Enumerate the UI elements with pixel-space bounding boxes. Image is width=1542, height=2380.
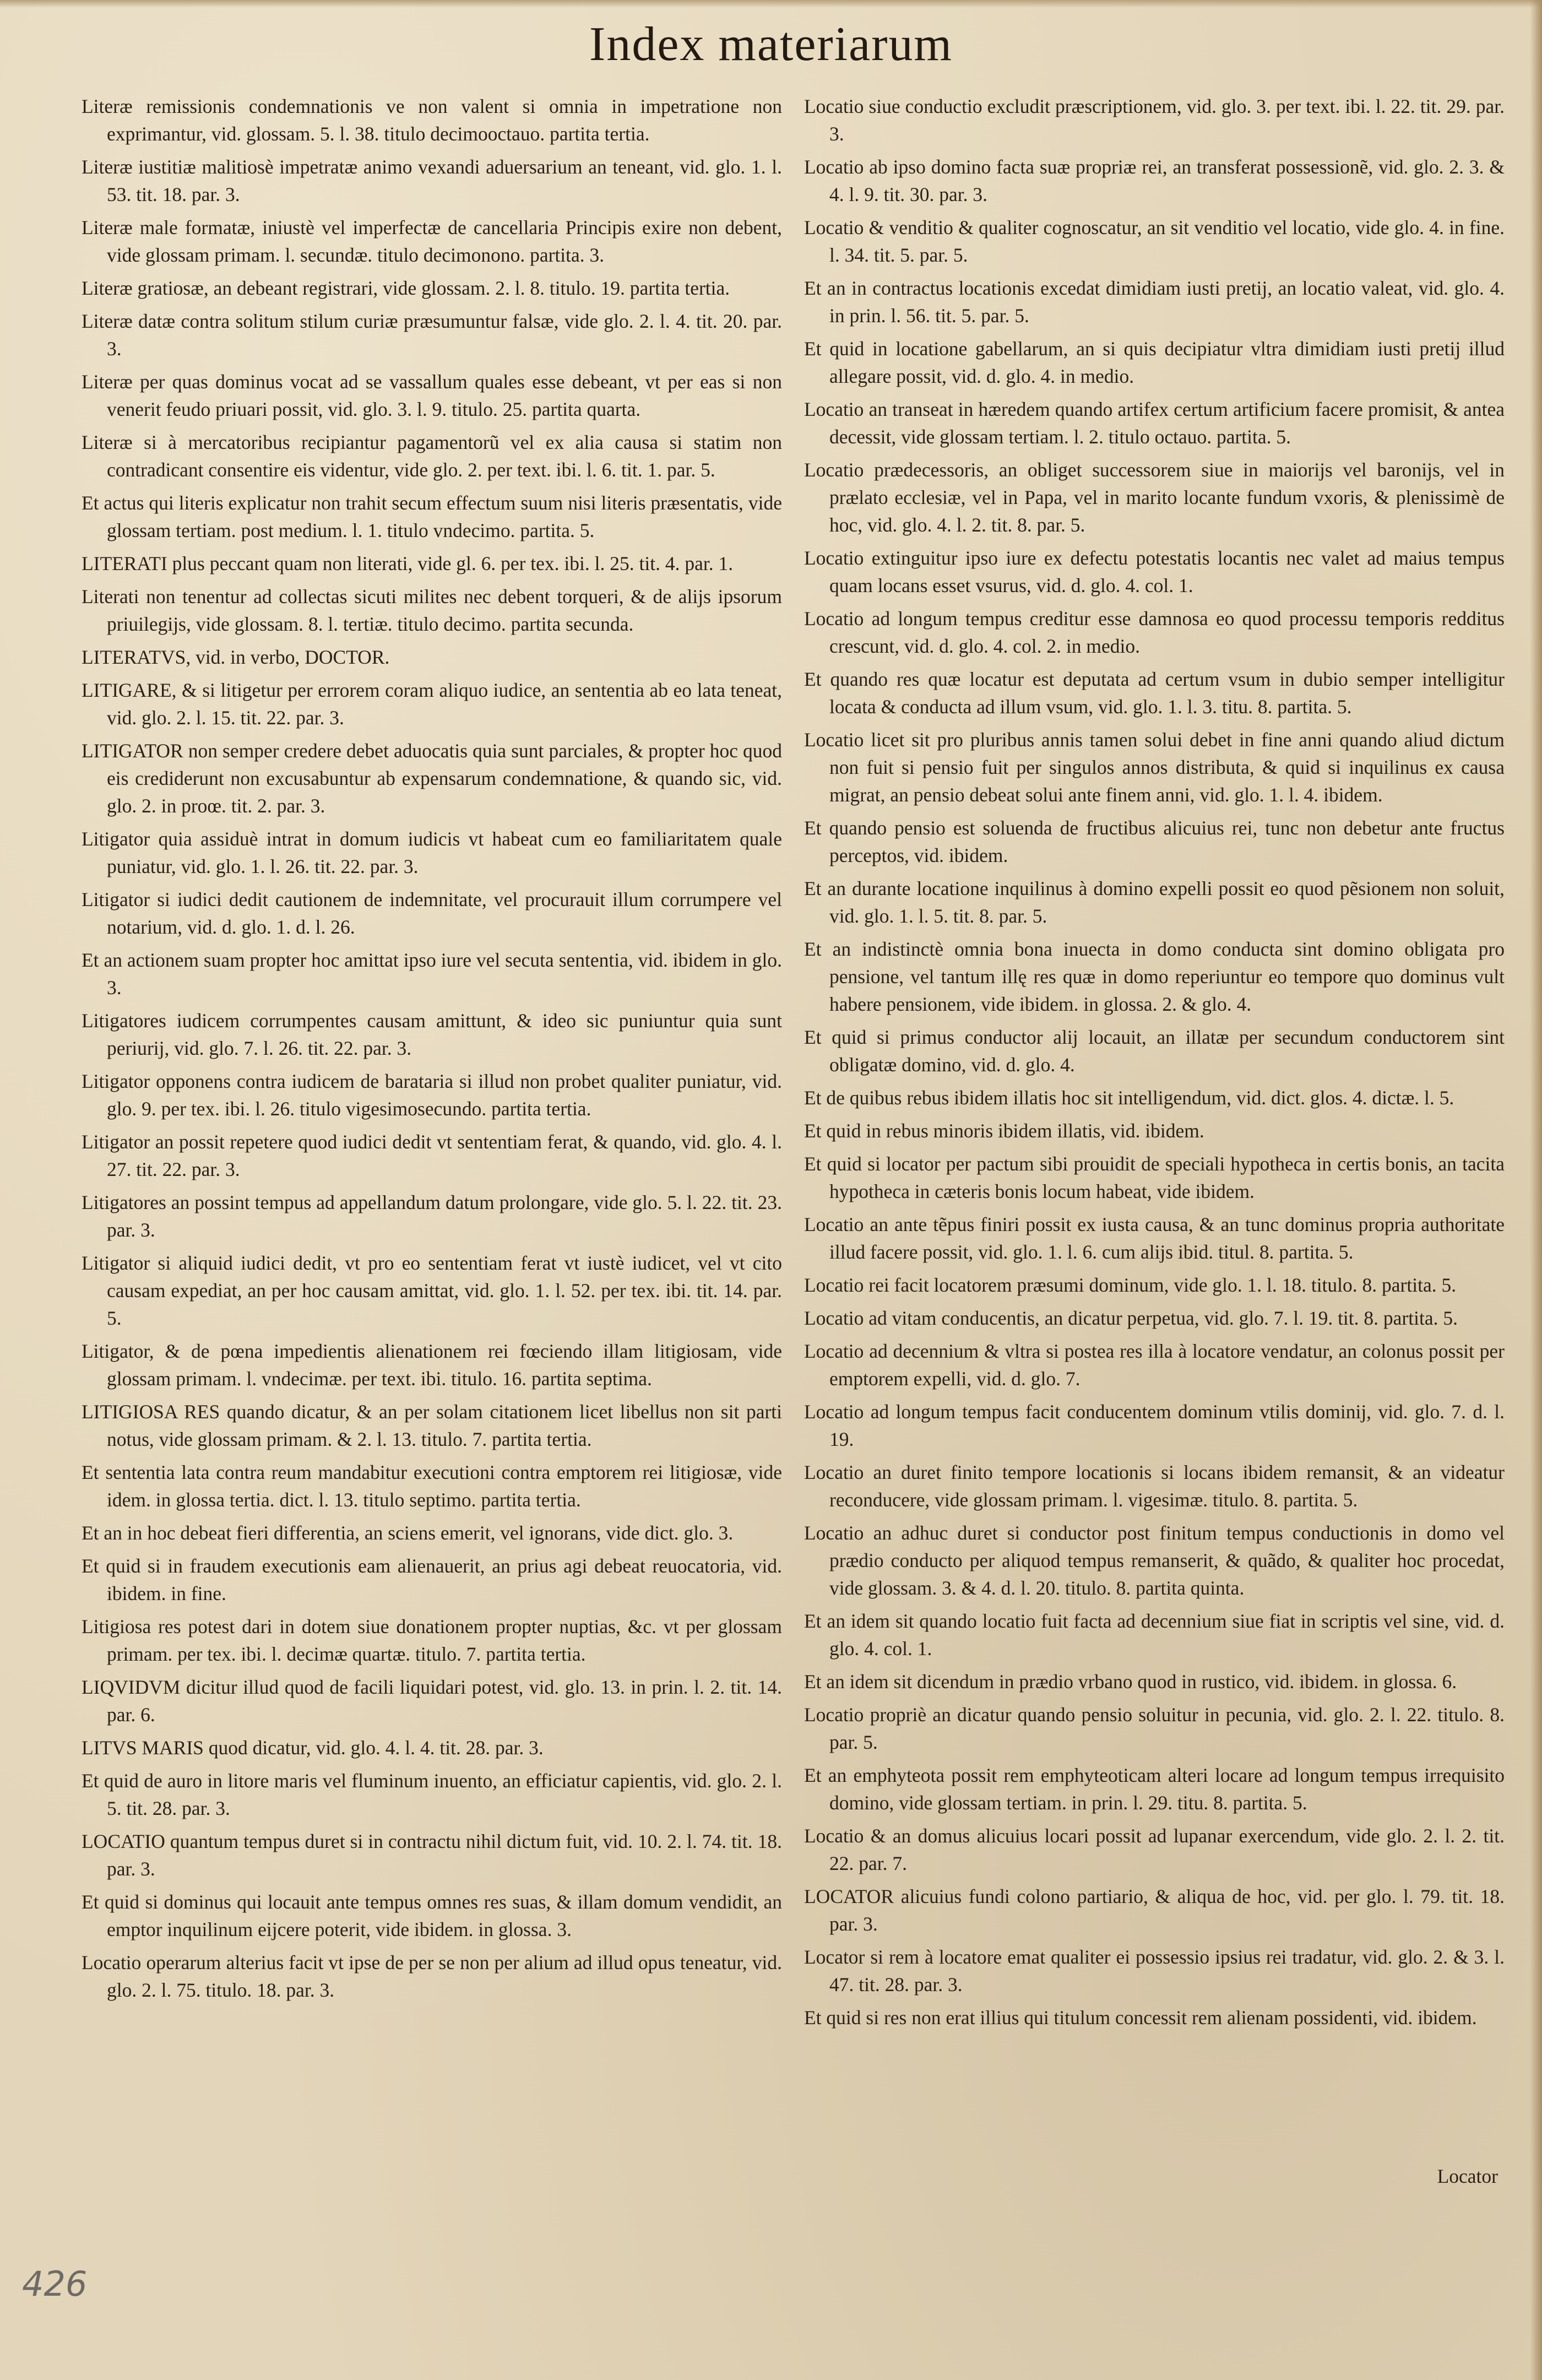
index-entry: Et an durante locatione inquilinus à domino expelli possit eo quod pẽsionem non soluit, vid. glo. 1. l. 5. tit. 8. par. 5. bbox=[804, 877, 1505, 927]
index-entry: LITIGATOR non semper credere debet aduocatis quia sunt parciales, & propter hoc quod eis crediderunt non excusabuntur ab expensarum condemnatione, & quando sic, vid. glo. 2. in proœ. tit. 2. par. 3. bbox=[82, 740, 782, 817]
index-entry: Et quid si in fraudem executionis eam alienauerit, an prius agi debeat reuocatoria, vid. ibidem. in fine. bbox=[82, 1555, 782, 1604]
index-entry: Literæ si à mercatoribus recipiantur pagamentorũ vel ex alia causa si statim non contradicant consentire eis videntur, vide glo. 2. per text. ibi. l. 6. tit. 1. par. 5. bbox=[82, 431, 782, 481]
index-column-right bbox=[804, 93, 1505, 2208]
catchword: Locator bbox=[1437, 2165, 1498, 2187]
index-entry: Locatio operarum alterius facit vt ipse de per se non per alium ad illud opus teneatur, vid. glo. 2. l. 75. titulo. 18. par. 3. bbox=[82, 1951, 782, 2001]
index-entry: Literæ gratiosæ, an debeant registrari, vide glossam. 2. l. 8. titulo. 19. partita tertia. bbox=[82, 277, 730, 299]
index-entry: Litigator an possit repetere quod iudici dedit vt sententiam ferat, & quando, vid. glo. 4. l. 27. tit. 22. par. 3. bbox=[82, 1131, 782, 1180]
page-title: Index materiarum bbox=[589, 18, 953, 71]
index-entry: Locatio an transeat in hæredem quando artifex certum artificium facere promisit, & antea decessit, vide glossam tertiam. l. 2. titulo octauo. partita. 5. bbox=[804, 398, 1505, 448]
page-edge-top bbox=[0, 0, 1542, 8]
index-entry: Et de quibus rebus ibidem illatis hoc sit intelligendum, vid. dict. glos. 4. dictæ. l. 5. bbox=[804, 1087, 1454, 1109]
index-entry: Et quid si primus conductor alij locauit, an illatæ per secundum conductorem sint obligatæ domino, vid. d. glo. 4. bbox=[804, 1026, 1505, 1076]
index-entry: Literæ iustitiæ malitiosè impetratæ animo vexandi aduersarium an teneant, vid. glo. 1. l. 53. tit. 18. par. 3. bbox=[82, 156, 782, 205]
index-entry: Et actus qui literis explicatur non trahit secum effectum suum nisi literis præsentatis, vide glossam tertiam. post medium. l. 1. titulo vndecimo. partita. 5. bbox=[82, 492, 782, 541]
index-entry: LITVS MARIS quod dicatur, vid. glo. 4. l. 4. tit. 28. par. 3. bbox=[82, 1737, 544, 1759]
index-entry: Locatio rei facit locatorem præsumi dominum, vide glo. 1. l. 18. titulo. 8. partita. 5. bbox=[804, 1274, 1457, 1296]
index-entry: Litigatores an possint tempus ad appellandum datum prolongare, vide glo. 5. l. 22. tit. 23. par. 3. bbox=[82, 1191, 782, 1241]
index-entry: Locatio prædecessoris, an obliget successorem siue in maiorijs vel baronijs, vel in prælato ecclesiæ, vel in Papa, vel in marito locante fundum vxoris, & plenissimè de hoc, vid. glo. 4. l. 2. tit. 8. par. 5. bbox=[804, 459, 1505, 536]
index-entry: Locatio an adhuc duret si conductor post finitum tempus conductionis in domo vel prædio conducto per aliquod tempus remanserit, & quãdo, & qualiter hoc procedat, vide glossam. 3. & 4. d. l. 20. titulo. 8. partita quinta. bbox=[804, 1522, 1505, 1599]
index-entry: Litigator si aliquid iudici dedit, vt pro eo sententiam ferat vt iustè iudicet, vel vt cito causam expediat, an per hoc causam amittat, vid. glo. 1. l. 52. per tex. ibi. tit. 14. par. 5. bbox=[82, 1252, 782, 1329]
index-entry: Literæ remissionis condemnationis ve non valent si omnia in impetratione non exprimantur, vid. glossam. 5. l. 38. titulo decimooctauo. partita tertia. bbox=[82, 95, 782, 145]
index-entry: Et an idem sit dicendum in prædio vrbano quod in rustico, vid. ibidem. in glossa. 6. bbox=[804, 1671, 1457, 1693]
index-entry: Litigiosa res potest dari in dotem siue donationem propter nuptias, &c. vt per glossam primam. per tex. ibi. l. decimæ quartæ. titulo. 7. partita tertia. bbox=[82, 1615, 782, 1665]
index-entry: Et an in contractus locationis excedat dimidiam iusti pretij, an locatio valeat, vid. glo. 4. in prin. l. 56. tit. 5. par. 5. bbox=[804, 277, 1505, 327]
index-entry: Locator si rem à locatore emat qualiter ei possessio ipsius rei tradatur, vid. glo. 2. & 3. l. 47. tit. 28. par. 3. bbox=[804, 1946, 1505, 1996]
index-entry: Et sententia lata contra reum mandabitur executioni contra emptorem rei litigiosæ, vide idem. in glossa tertia. dict. l. 13. titulo septimo. partita tertia. bbox=[82, 1461, 782, 1511]
index-entry: Literæ per quas dominus vocat ad se vassallum quales esse debeant, vt per eas si non venerit feudo priuari possit, vid. glo. 3. l. 9. titulo. 25. partita quarta. bbox=[82, 371, 782, 420]
index-column-left bbox=[82, 93, 782, 2208]
index-entry: Et quid de auro in litore maris vel fluminum inuento, an efficiatur capientis, vid. glo. 2. l. 5. tit. 28. par. 3. bbox=[82, 1770, 782, 1819]
index-entry: LITIGARE, & si litigetur per errorem coram aliquo iudice, an sententia ab eo lata teneat, vid. glo. 2. l. 15. tit. 22. par. 3. bbox=[82, 679, 782, 729]
index-entry: Et quid si res non erat illius qui titulum concessit rem alienam possidenti, vid. ibidem. bbox=[804, 2007, 1477, 2029]
index-entry: Et an indistinctè omnia bona inuecta in domo conducta sint domino obligata pro pensione, vel tantum illę res quæ in domo reperiuntur eo tempore quo dominus vult habere pensionem, vide ibidem. in glossa. 2. & glo. 4. bbox=[804, 938, 1505, 1015]
index-entry: Locatio ab ipso domino facta suæ propriæ rei, an transferat possessionẽ, vid. glo. 2. 3. & 4. l. 9. tit. 30. par. 3. bbox=[804, 156, 1505, 205]
index-entry: Locatio & an domus alicuius locari possit ad lupanar exercendum, vide glo. 2. l. 2. tit. 22. par. 7. bbox=[804, 1825, 1505, 1874]
index-entry: Litigatores iudicem corrumpentes causam amittunt, & ideo sic puniuntur quia sunt periurij, vid. glo. 7. l. 26. tit. 22. par. 3. bbox=[82, 1010, 782, 1059]
index-entry: Locatio ad decennium & vltra si postea res illa à locatore vendatur, an colonus possit per emptorem expelli, vid. d. glo. 7. bbox=[804, 1340, 1505, 1390]
index-entry: LITIGIOSA RES quando dicatur, & an per solam citationem licet libellus non sit parti notus, vide glossam primam. & 2. l. 13. titulo. 7. partita tertia. bbox=[82, 1401, 782, 1450]
index-entry: Locatio & venditio & qualiter cognoscatur, an sit venditio vel locatio, vide glo. 4. in fine. l. 34. tit. 5. par. 5. bbox=[804, 216, 1505, 266]
index-entry: Litigator quia assiduè intrat in domum iudicis vt habeat cum eo familiaritatem quale puniatur, vid. glo. 1. l. 26. tit. 22. par. 3. bbox=[82, 828, 782, 877]
index-entry: Et an in hoc debeat fieri differentia, an sciens emerit, vel ignorans, vide dict. glo. 3. bbox=[82, 1522, 734, 1544]
index-entry: Et quando res quæ locatur est deputata ad certum vsum in dubio semper intelligitur locata & conducta ad illum vsum, vid. glo. 1. l. 3. titu. 8. partita. 5. bbox=[804, 668, 1505, 718]
index-entry: LIQVIDVM dicitur illud quod de facili liquidari potest, vid. glo. 13. in prin. l. 2. tit. 14. par. 6. bbox=[82, 1676, 782, 1726]
index-entry: LOCATIO quantum tempus duret si in contractu nihil dictum fuit, vid. 10. 2. l. 74. tit. 18. par. 3. bbox=[82, 1830, 782, 1880]
index-entry: Et quid in rebus minoris ibidem illatis, vid. ibidem. bbox=[804, 1120, 1204, 1142]
index-entry: Locatio ad longum tempus creditur esse damnosa eo quod processu temporis redditus crescunt, vid. d. glo. 4. col. 2. in medio. bbox=[804, 608, 1505, 657]
index-entry: Locatio licet sit pro pluribus annis tamen solui debet in fine anni quando aliud dictum non fuit si pensio fuit per singulos annos distributa, & quid si inquilinus ex causa migrat, an pensio debeat solui ante finem anni, vid. glo. 1. l. 4. ibidem. bbox=[804, 729, 1505, 806]
index-entry: Et quid si locator per pactum sibi prouidit de speciali hypotheca in certis bonis, an tacita hypotheca in cæteris bonis locum habeat, vide ibidem. bbox=[804, 1153, 1505, 1202]
index-entry: Literati non tenentur ad collectas sicuti milites nec debent torqueri, & de alijs ipsorum priuilegijs, vide glossam. 8. l. tertiæ. titulo decimo. partita secunda. bbox=[82, 585, 782, 635]
index-entry: Locatio siue conductio excludit præscriptionem, vid. glo. 3. per text. ibi. l. 22. tit. 29. par. 3. bbox=[804, 95, 1505, 145]
index-entry: Et quid in locatione gabellarum, an si quis decipiatur vltra dimidiam iusti pretij illud allegare possit, vid. d. glo. 4. in medio. bbox=[804, 338, 1505, 387]
index-entry: Locatio ad vitam conducentis, an dicatur perpetua, vid. glo. 7. l. 19. tit. 8. partita. 5. bbox=[804, 1307, 1458, 1329]
index-entry: Et an idem sit quando locatio fuit facta ad decennium siue fiat in scriptis vel sine, vid. d. glo. 4. col. 1. bbox=[804, 1610, 1505, 1660]
index-entry: LITERATVS, vid. in verbo, DOCTOR. bbox=[82, 646, 390, 668]
index-entry: Literæ male formatæ, iniustè vel imperfectæ de cancellaria Principis exire non debent, vide glossam primam. l. secundæ. titulo decimonono. partita. 3. bbox=[82, 216, 782, 266]
index-entry: Litigator si iudici dedit cautionem de indemnitate, vel procurauit illum corrumpere vel notarium, vid. d. glo. 1. d. l. 26. bbox=[82, 888, 782, 938]
page-edge-right bbox=[1530, 0, 1542, 2380]
index-entry: Locatio ad longum tempus facit conducentem dominum vtilis dominij, vid. glo. 7. d. l. 19. bbox=[804, 1401, 1505, 1450]
index-entry: LOCATOR alicuius fundi colono partiario, & aliqua de hoc, vid. per glo. l. 79. tit. 18. par. 3. bbox=[804, 1885, 1505, 1935]
index-entry: Literæ datæ contra solitum stilum curiæ præsumuntur falsæ, vide glo. 2. l. 4. tit. 20. par. 3. bbox=[82, 310, 782, 360]
index-entry: Locatio an duret finito tempore locationis si locans ibidem remansit, & an videatur reconducere, vide glossam primam. l. vigesimæ. titulo. 8. partita. 5. bbox=[804, 1461, 1505, 1511]
index-entry: Locatio propriè an dicatur quando pensio soluitur in pecunia, vid. glo. 2. l. 22. titulo. 8. par. 5. bbox=[804, 1704, 1505, 1753]
index-entry: Et quando pensio est soluenda de fructibus alicuius rei, tunc non debetur ante fructus perceptos, vid. ibidem. bbox=[804, 817, 1505, 866]
folio-number: 426 bbox=[22, 2264, 88, 2304]
index-entry: Et an actionem suam propter hoc amittat ipso iure vel secuta sententia, vid. ibidem in glo. 3. bbox=[82, 949, 782, 999]
index-entry: Locatio extinguitur ipso iure ex defectu potestatis locantis nec valet ad maius tempus quam locans esset vsurus, vid. d. glo. 4. col. 1. bbox=[804, 547, 1505, 597]
index-entry: Litigator, & de pœna impedientis alienationem rei fœciendo illam litigiosam, vide glossam primam. l. vndecimæ. per text. ibi. titulo. 16. partita septima. bbox=[82, 1340, 782, 1390]
index-entry: Litigator opponens contra iudicem de barataria si illud non probet qualiter puniatur, vid. glo. 9. per tex. ibi. l. 26. titulo vigesimosecundo. partita tertia. bbox=[82, 1070, 782, 1120]
index-entry: Et quid si dominus qui locauit ante tempus omnes res suas, & illam domum vendidit, an emptor inquilinum eijcere poterit, vide ibidem. in glossa. 3. bbox=[82, 1891, 782, 1940]
index-entry: Et an emphyteota possit rem emphyteoticam alteri locare ad longum tempus irrequisito domino, vide glossam tertiam. in prin. l. 29. titu. 8. partita. 5. bbox=[804, 1764, 1505, 1814]
index-entry: LITERATI plus peccant quam non literati, vide gl. 6. per tex. ibi. l. 25. tit. 4. par. 1. bbox=[82, 552, 734, 574]
index-entry: Locatio an ante tẽpus finiri possit ex iusta causa, & an tunc dominus propria authoritate illud facere possit, vid. glo. 1. l. 6. cum alijs ibid. titul. 8. partita. 5. bbox=[804, 1213, 1505, 1263]
